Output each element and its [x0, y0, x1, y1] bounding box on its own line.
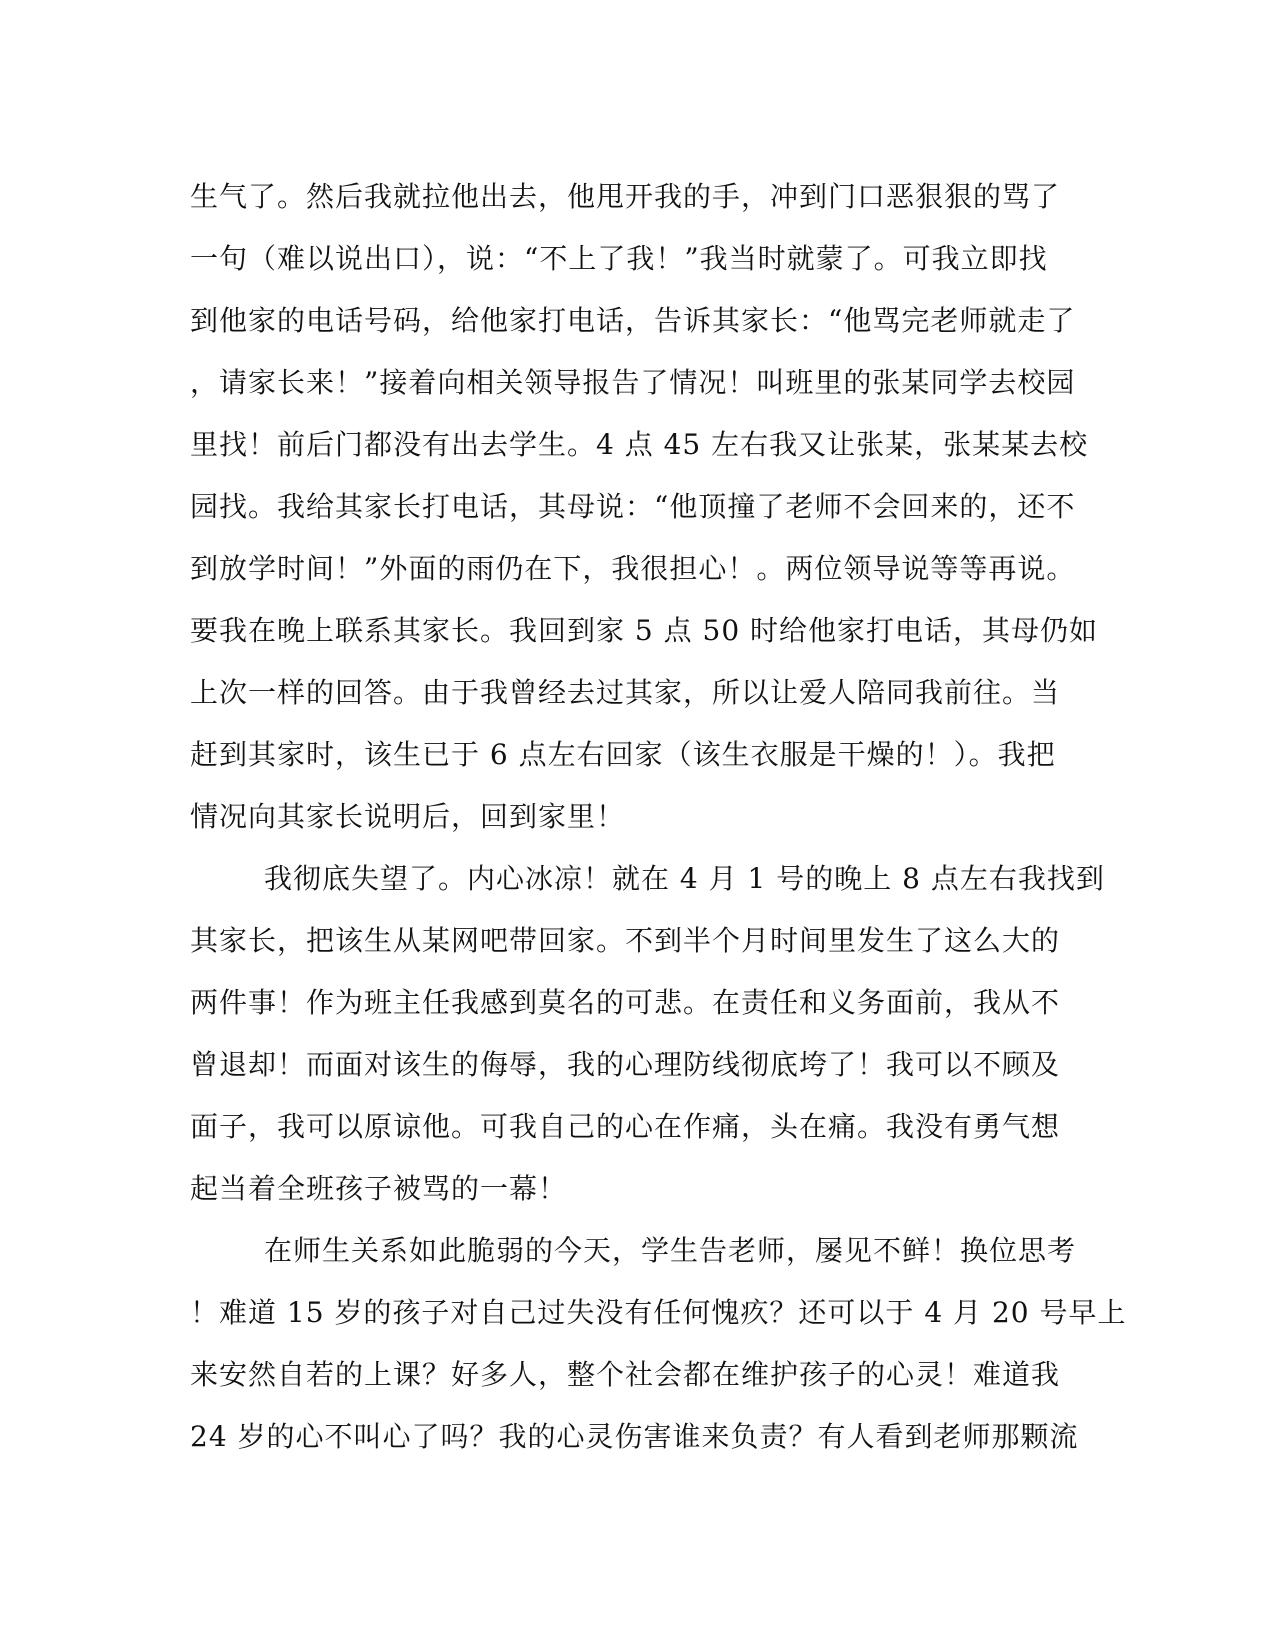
- text-line: 上次一样的回答。由于我曾经去过其家，所以让爱人陪同我前往。当: [190, 676, 1061, 709]
- text-line: 其家长，把该生从某网吧带回家。不到半个月时间里发生了这么大的: [190, 924, 1061, 957]
- text-line: ！难道 15 岁的孩子对自己过失没有任何愧疚？还可以于 4 月 20 号早上: [190, 1296, 1127, 1329]
- text-line: 曾退却！而面对该生的侮辱，我的心理防线彻底垮了！我可以不顾及: [190, 1048, 1061, 1081]
- text-line: 要我在晚上联系其家长。我回到家 5 点 50 时给他家打电话，其母仍如: [190, 614, 1099, 647]
- text-line: 到放学时间！”外面的雨仍在下，我很担心！。两位领导说等等再说。: [190, 552, 1076, 585]
- text-line: ，请家长来！”接着向相关领导报告了情况！叫班里的张某同学去校园: [190, 366, 1076, 399]
- paragraph-1: [190, 166, 1099, 848]
- text-line: 我彻底失望了。内心冰凉！就在 4 月 1 号的晚上 8 点左右我找到: [264, 862, 1105, 895]
- text-line: 生气了。然后我就拉他出去，他甩开我的手，冲到门口恶狠狠的骂了: [190, 180, 1061, 213]
- paragraph-2: [190, 848, 1105, 1220]
- text-line: 里找！前后门都没有出去学生。4 点 45 左右我又让张某，张某某去校: [190, 428, 1089, 461]
- text-line: 赶到其家时，该生已于 6 点左右回家（该生衣服是干燥的！）。我把: [190, 738, 1056, 771]
- text-line: 在师生关系如此脆弱的今天，学生告老师，屡见不鲜！换位思考: [264, 1234, 1077, 1267]
- text-line: 面子，我可以原谅他。可我自己的心在作痛，头在痛。我没有勇气想: [190, 1110, 1061, 1143]
- text-line: 园找。我给其家长打电话，其母说：“他顶撞了老师不会回来的，还不: [190, 490, 1076, 523]
- text-line: 一句（难以说出口），说：“不上了我！”我当时就蒙了。可我立即找: [190, 242, 1048, 275]
- document-body: [190, 166, 1127, 1468]
- text-line: 24 岁的心不叫心了吗？我的心灵伤害谁来负责？有人看到老师那颗流: [190, 1420, 1079, 1453]
- text-line: 起当着全班孩子被骂的一幕！: [190, 1172, 568, 1205]
- paragraph-3: [190, 1220, 1127, 1468]
- text-line: 到他家的电话号码，给他家打电话，告诉其家长：“他骂完老师就走了: [190, 304, 1076, 337]
- text-line: 情况向其家长说明后，回到家里！: [190, 800, 626, 833]
- text-line: 来安然自若的上课？好多人，整个社会都在维护孩子的心灵！难道我: [190, 1358, 1061, 1391]
- text-line: 两件事！作为班主任我感到莫名的可悲。在责任和义务面前，我从不: [190, 986, 1061, 1019]
